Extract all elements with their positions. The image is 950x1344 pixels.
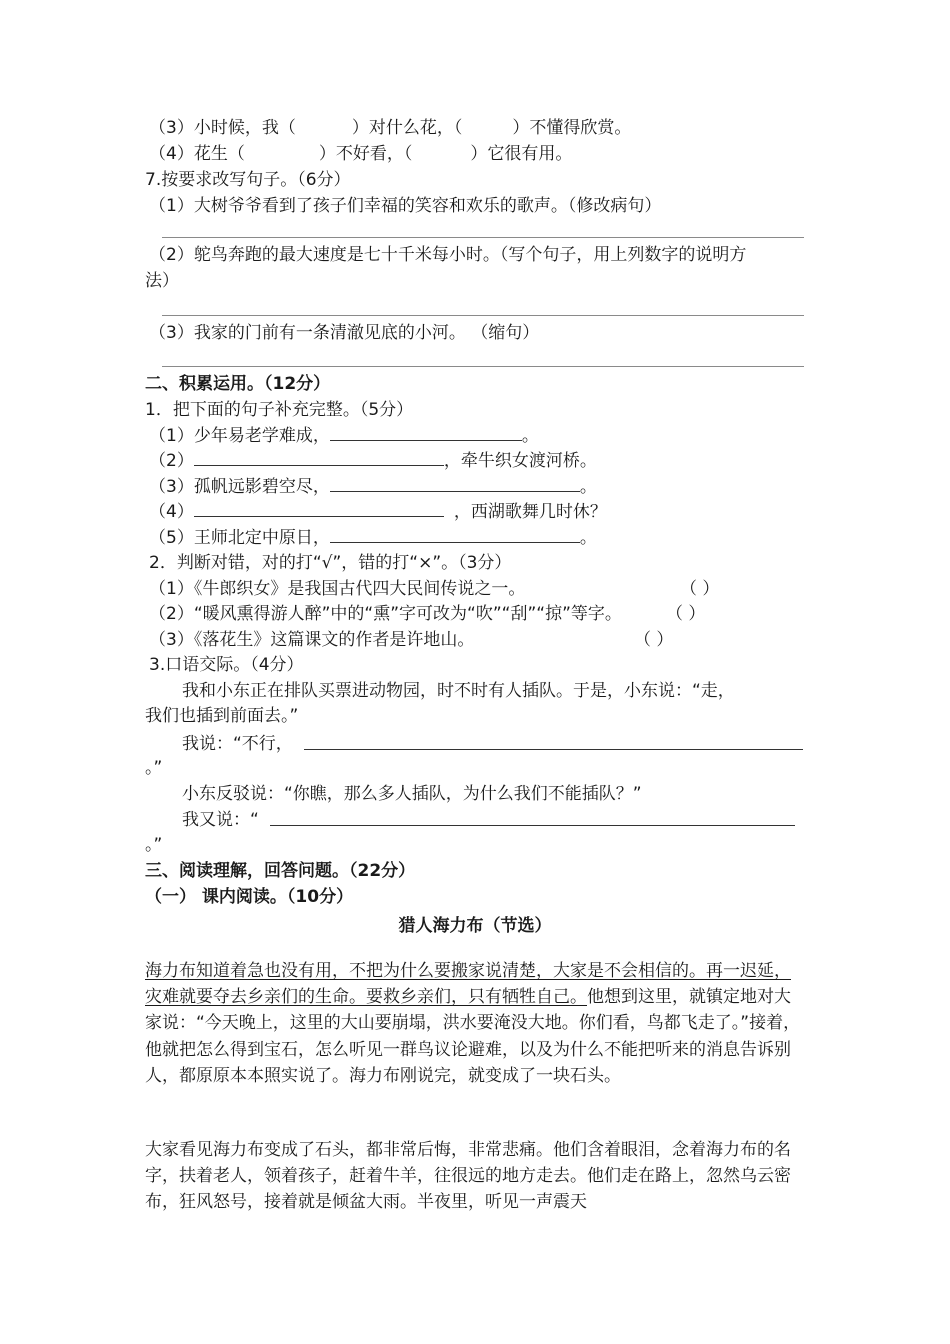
s2-q3-heading: 3.口语交际。（4分）	[149, 655, 304, 675]
s2-q2-item-3-mark[interactable]: （ ）	[634, 630, 674, 650]
q7-item-1: （1）大树爷爷看到了孩子们幸福的笑容和欢乐的歌声。（修改病句）	[149, 196, 662, 216]
q7-item-3: （3）我家的门前有一条清澈见底的小河。 （缩句）	[149, 323, 540, 343]
fill-blank[interactable]	[194, 451, 444, 466]
s2-q2-item-1-text: （1）《牛郎织女》是我国古代四大民间传说之一。	[149, 579, 526, 599]
s2-q2-item-1-mark[interactable]: （ ）	[680, 579, 720, 599]
s2-q2-item-2-mark[interactable]: （ ）	[666, 604, 706, 624]
q6-item-4: （4）花生（ ）不好看，（ ）它很有用。	[149, 144, 573, 164]
answer-line[interactable]	[304, 749, 803, 750]
section-3-heading: 三、阅读理解，回答问题。（22分）	[145, 861, 416, 881]
passage-title: 猎人海力布（节选）	[398, 916, 552, 936]
s2-q1-item-1: （1）少年易老学难成， 。	[149, 426, 539, 446]
s2-q3-para-line-1: 我和小东正在排队买票进动物园，时不时有人插队。于是，小东说：“走，	[182, 681, 735, 701]
q7-item-2-line-2: 法）	[145, 271, 179, 291]
fill-blank[interactable]	[330, 426, 522, 441]
s2-q1-heading: 1．把下面的句子补充完整。（5分）	[145, 400, 414, 420]
s2-q1-item-4: （4） ，西湖歌舞几时休？	[149, 502, 607, 522]
s2-q3-say-1: 我说：“不行，	[182, 734, 293, 754]
answer-line[interactable]	[162, 237, 804, 238]
s2-q1-item-2: （2） ，牵牛织女渡河桥。	[149, 451, 597, 471]
passage-paragraph-1: 海力布知道着急也没有用，不把为什么要搬家说清楚，大家是不会相信的。再一迟延，灾难就要夺去乡亲们的生命。要救乡亲们，只有牺牲自己。他想到这里，就镇定地对大家说：“今天晚上，这里的大山要崩塌，洪水要淹没大地。你们看，鸟都飞走了。”接着，他就把怎么得到宝石，怎么听见一群鸟议论避难，以及为什么不能把听来的消息告诉别人，都原原本本照实说了。海力布刚说完，就变成了一块石头。	[145, 961, 801, 1086]
q7-heading: 7.按要求改写句子。（6分）	[145, 170, 351, 190]
s2-q1-item-3: （3）孤帆远影碧空尽， 。	[149, 477, 597, 497]
q6-item-3: （3）小时候，我（ ）对什么花，（ ）不懂得欣赏。	[149, 118, 632, 138]
fill-blank[interactable]	[330, 477, 580, 492]
underlined-sentence: 海力布知道着急也没有用，不把为什么要搬家说清楚，大家是不会相信的。再一迟延，灾难就要夺去乡亲们的生命。要救乡亲们，只有牺牲自己。	[145, 961, 791, 1008]
answer-line[interactable]	[270, 825, 795, 826]
fill-blank[interactable]	[330, 528, 580, 543]
s3-sub-1: （一） 课内阅读。（10分）	[145, 887, 354, 907]
s2-q3-close-1: 。”	[145, 758, 163, 778]
answer-line[interactable]	[162, 366, 804, 367]
s2-q2-heading: 2．判断对错，对的打“√”，错的打“×”。（3分）	[149, 553, 512, 573]
fill-blank[interactable]	[194, 502, 444, 517]
s2-q2-item-3-text: （3）《落花生》这篇课文的作者是许地山。	[149, 630, 475, 650]
section-2-heading: 二、积累运用。（12分）	[145, 374, 331, 394]
passage-paragraph-2: 大家看见海力布变成了石头，都非常后悔，非常悲痛。他们含着眼泪，念着海力布的名字，扶着老人，领着孩子，赶着牛羊，往很远的地方走去。他们走在路上，忽然乌云密布，狂风怒号，接着就是倾盆大雨。半夜里，听见一声震天	[145, 1140, 791, 1213]
s2-q3-say-3: 我又说：“	[182, 810, 259, 830]
s2-q3-close-2: 。”	[145, 835, 163, 855]
answer-line[interactable]	[162, 315, 804, 316]
s2-q1-item-5: （5）王师北定中原日， 。	[149, 528, 597, 548]
s2-q3-say-2: 小东反驳说：“你瞧，那么多人插队，为什么我们不能插队？”	[182, 784, 642, 804]
q7-item-2-line-1: （2）鸵鸟奔跑的最大速度是七十千米每小时。（写个句子，用上列数字的说明方	[149, 245, 747, 265]
s2-q2-item-2-text: （2）“暖风熏得游人醉”中的“熏”字可改为“吹”“刮”“掠”等字。	[149, 604, 622, 624]
s2-q3-para-line-2: 我们也插到前面去。”	[145, 706, 299, 726]
